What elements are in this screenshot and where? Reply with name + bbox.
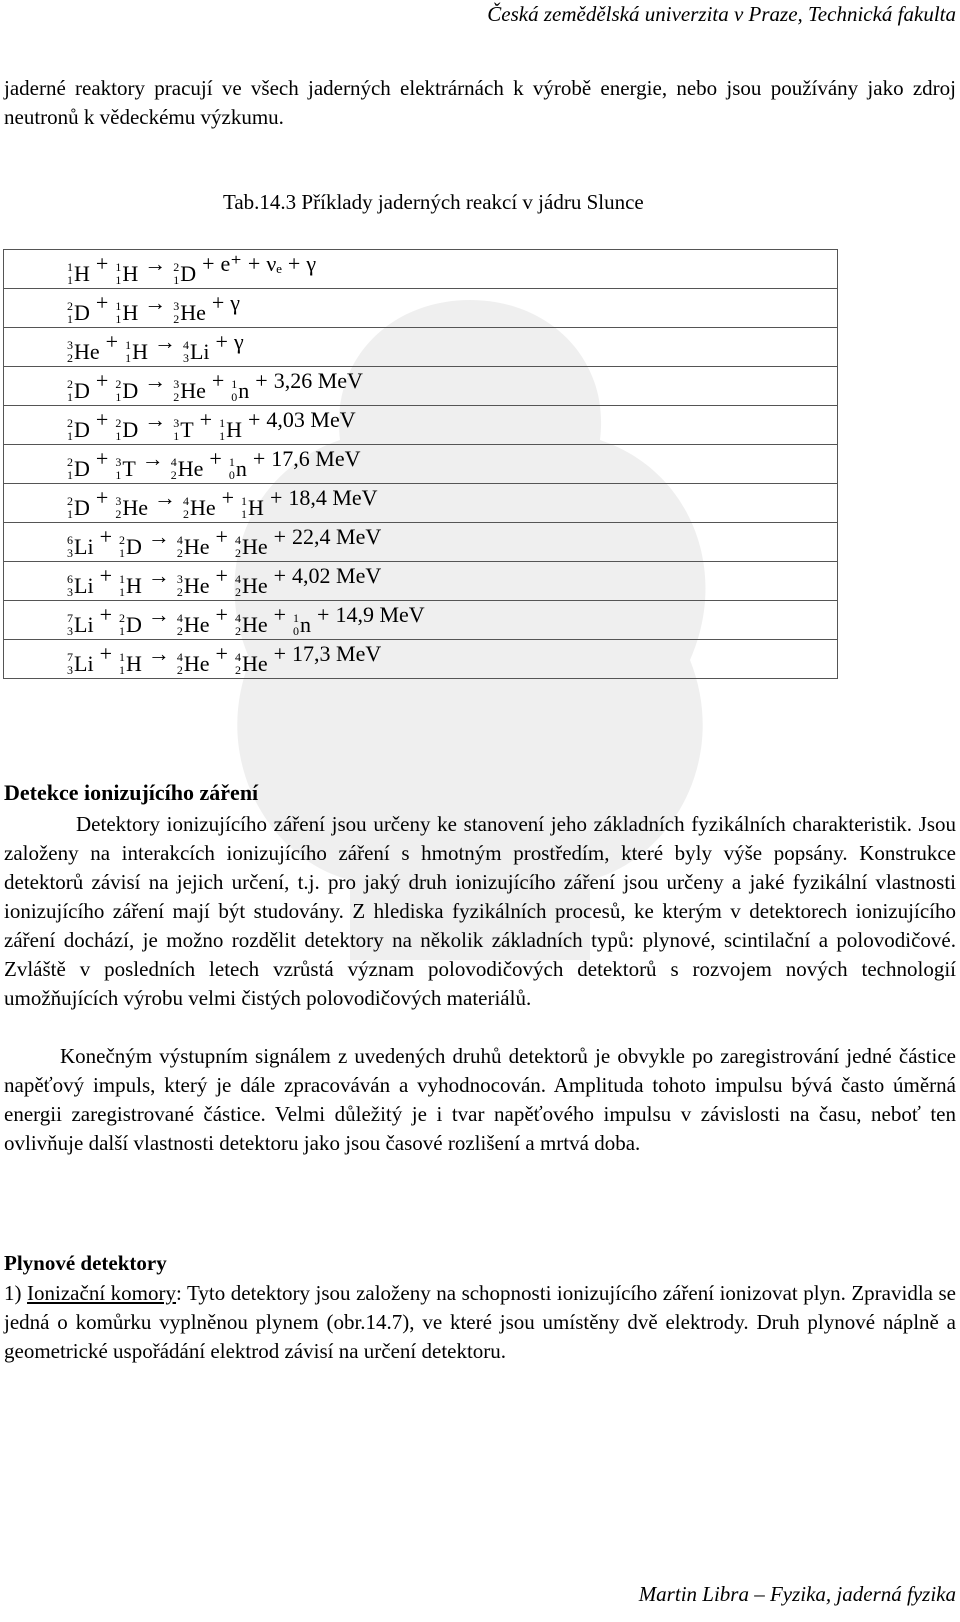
nuclide xyxy=(182,339,210,365)
term: γ xyxy=(230,290,241,315)
element-symbol: He xyxy=(241,534,268,559)
reaction-row xyxy=(4,406,838,445)
element-symbol: He xyxy=(241,651,268,676)
atomic-number: 1 xyxy=(67,507,73,521)
section-title: Detekce ionizujícího záření xyxy=(4,780,259,805)
paragraph-ionization-chambers xyxy=(4,1279,956,1366)
operator: + xyxy=(209,446,222,471)
element-symbol: D xyxy=(122,378,139,403)
mass-number: 2 xyxy=(67,455,73,469)
element-symbol: D xyxy=(180,261,197,286)
term: 4,02 MeV xyxy=(292,563,382,588)
nuclide xyxy=(170,456,204,482)
nuclide xyxy=(66,534,94,560)
nuclide xyxy=(114,456,135,482)
reaction-row xyxy=(4,562,838,601)
atomic-number: 2 xyxy=(67,351,73,365)
mass-number: 1 xyxy=(219,416,226,430)
reaction-row xyxy=(4,523,838,562)
element-symbol: H xyxy=(122,261,139,286)
operator: + xyxy=(273,602,287,627)
term: 14,9 MeV xyxy=(335,602,425,627)
atomic-number: 1 xyxy=(115,390,122,404)
atomic-number: 1 xyxy=(115,273,122,287)
operator: + xyxy=(317,602,330,627)
mass-number: 3 xyxy=(115,455,122,469)
atomic-number: 1 xyxy=(67,390,73,404)
operator: + xyxy=(95,446,109,471)
atomic-number: 1 xyxy=(118,663,125,677)
term: 17,3 MeV xyxy=(292,641,382,666)
atomic-number: 2 xyxy=(234,585,241,599)
reaction-row xyxy=(4,601,838,640)
mass-number: 1 xyxy=(118,572,125,586)
nuclide xyxy=(66,300,90,326)
mass-number: 3 xyxy=(67,338,73,352)
operator: + xyxy=(215,641,228,666)
nuclide xyxy=(234,651,268,677)
nuclide xyxy=(114,261,138,287)
operator: → xyxy=(144,290,167,315)
element-symbol: He xyxy=(180,300,206,325)
mass-number: 7 xyxy=(67,611,73,625)
mass-number: 1 xyxy=(115,299,122,313)
mass-number: 2 xyxy=(67,494,73,508)
atomic-number: 0 xyxy=(231,390,238,404)
term: 17,6 MeV xyxy=(271,446,361,471)
mass-number: 4 xyxy=(234,650,241,664)
nuclide xyxy=(240,495,264,521)
atomic-number: 3 xyxy=(67,663,73,677)
term-ionization-chambers: Ionizační komory xyxy=(27,1281,177,1305)
page-footer: Martin Libra – Fyzika, jaderná fyzika xyxy=(638,1582,956,1606)
operator: → xyxy=(153,485,176,510)
mass-number: 4 xyxy=(234,533,241,547)
nuclide xyxy=(66,261,90,287)
atomic-number: 2 xyxy=(234,546,241,560)
operator: + xyxy=(211,290,225,315)
element-symbol: He xyxy=(183,534,210,559)
nuclide xyxy=(228,456,247,482)
atomic-number: 1 xyxy=(118,585,125,599)
atomic-number: 2 xyxy=(182,507,189,521)
mass-number: 2 xyxy=(115,377,122,391)
operator: + xyxy=(273,641,287,666)
atomic-number: 3 xyxy=(67,585,73,599)
operator: + xyxy=(215,602,228,627)
element-symbol: D xyxy=(74,300,90,325)
reaction-equation xyxy=(4,640,838,679)
subsection-title: Plynové detektory xyxy=(4,1251,167,1275)
term: e⁺ xyxy=(220,251,242,276)
element-symbol: He xyxy=(183,612,210,637)
nuclide xyxy=(172,378,206,404)
element-symbol: n xyxy=(300,612,312,637)
element-symbol: He xyxy=(177,456,204,481)
mass-number: 1 xyxy=(125,338,132,352)
element-symbol: n xyxy=(235,456,247,481)
atomic-number: 2 xyxy=(173,312,180,326)
element-symbol: D xyxy=(125,612,142,637)
nuclide xyxy=(118,651,142,677)
mass-number: 7 xyxy=(67,650,73,664)
nuclide xyxy=(66,651,94,677)
reaction-equation xyxy=(4,484,838,523)
nuclide xyxy=(176,534,210,560)
nuclide xyxy=(182,495,216,521)
term: 22,4 MeV xyxy=(292,524,382,549)
mass-number: 4 xyxy=(176,650,183,664)
operator: + xyxy=(287,251,301,276)
nuclide xyxy=(234,612,268,638)
nuclide xyxy=(66,456,90,482)
nuclide xyxy=(66,417,90,443)
operator: + xyxy=(273,563,287,588)
mass-number: 4 xyxy=(234,611,241,625)
element-symbol: He xyxy=(183,651,210,676)
atomic-number: 1 xyxy=(67,273,73,287)
atomic-number: 1 xyxy=(67,429,73,443)
element-symbol: H xyxy=(122,300,139,325)
mass-number: 4 xyxy=(234,572,241,586)
element-symbol: T xyxy=(180,417,194,442)
mass-number: 4 xyxy=(182,494,189,508)
operator: + xyxy=(99,641,112,666)
atomic-number: 1 xyxy=(115,312,122,326)
atomic-number: 1 xyxy=(118,624,125,638)
nuclide xyxy=(292,612,311,638)
paragraph-detectors: Detektory ionizujícího záření jsou určeny ke stanovení jeho základních fyzikálních charakteristik. Jsou založeny na interakcích ionizujícího záření s hmotným prostředím, které byly výše popsány. Konstrukce detektorů závisí na jejich určení, t.j. pro jaký druh ionizujícího záření jsou určeny a jaké fyzikální vlastnosti ionizujícího záření mají být studovány. Z hlediska fyzikálních procesů, ke kterým v detektorech ionizujícího záření dochází, je možno rozdělit detektory na několik základních typů: plynové, scintilační a polovodičové. Zvláště v posledních letech vzrůstá význam polovodičových detektorů s rozvojem nových technologií umožňujících výrobu velmi čistých polovodičových materiálů. xyxy=(4,812,956,1010)
atomic-number: 1 xyxy=(173,273,180,287)
element-symbol: H xyxy=(226,417,242,442)
atomic-number: 1 xyxy=(219,429,226,443)
element-symbol: He xyxy=(180,378,206,403)
reaction-equation xyxy=(4,250,838,289)
operator: → xyxy=(147,563,170,588)
element-symbol: He xyxy=(122,495,148,520)
element-symbol: H xyxy=(132,339,148,364)
element-symbol: Li xyxy=(74,573,94,598)
nuclide xyxy=(234,534,268,560)
operator: + xyxy=(95,251,109,276)
atomic-number: 1 xyxy=(67,468,73,482)
mass-number: 3 xyxy=(173,377,180,391)
reaction-equation xyxy=(4,445,838,484)
mass-number: 6 xyxy=(67,533,73,547)
atomic-number: 2 xyxy=(176,585,183,599)
mass-number: 1 xyxy=(118,650,125,664)
operator: + xyxy=(247,251,261,276)
element-symbol: He xyxy=(74,339,100,364)
operator: + xyxy=(215,524,228,549)
mass-number: 1 xyxy=(115,260,122,274)
atomic-number: 3 xyxy=(182,351,189,365)
element-symbol: H xyxy=(74,261,90,286)
mass-number: 4 xyxy=(182,338,189,352)
element-symbol: He xyxy=(241,573,268,598)
operator: + xyxy=(215,329,228,354)
atomic-number: 1 xyxy=(115,429,122,443)
operator: → xyxy=(147,602,170,627)
element-symbol: He xyxy=(183,573,210,598)
element-symbol: D xyxy=(74,378,90,403)
term: νₑ xyxy=(266,251,282,276)
nuclide xyxy=(172,300,206,326)
element-symbol: D xyxy=(125,534,142,559)
mass-number: 2 xyxy=(115,416,122,430)
mass-number: 2 xyxy=(118,533,125,547)
element-symbol: H xyxy=(248,495,264,520)
nuclide xyxy=(118,612,142,638)
atomic-number: 1 xyxy=(115,468,122,482)
operator: + xyxy=(269,485,283,510)
nuclide xyxy=(218,417,242,443)
mass-number: 3 xyxy=(115,494,122,508)
atomic-number: 2 xyxy=(176,546,183,560)
mass-number: 1 xyxy=(231,377,238,391)
operator: + xyxy=(99,602,112,627)
page-header: Česká zemědělská univerzita v Praze, Technická fakulta xyxy=(487,2,956,26)
nuclide xyxy=(118,534,142,560)
term: 18,4 MeV xyxy=(288,485,378,510)
operator: → xyxy=(144,368,167,393)
nuclide xyxy=(176,573,210,599)
reaction-equation xyxy=(4,562,838,601)
nuclide xyxy=(230,378,249,404)
nuclide xyxy=(176,612,210,638)
atomic-number: 3 xyxy=(67,624,73,638)
term: γ xyxy=(233,329,244,354)
mass-number: 2 xyxy=(67,299,73,313)
operator: + xyxy=(221,485,235,510)
reaction-row xyxy=(4,289,838,328)
atomic-number: 1 xyxy=(118,546,125,560)
operator: + xyxy=(95,485,109,510)
mass-number: 6 xyxy=(67,572,73,586)
mass-number: 4 xyxy=(176,533,183,547)
operator: + xyxy=(95,407,109,432)
reaction-equation xyxy=(4,367,838,406)
paragraph-text: : Tyto detektory jsou založeny na schopnosti ionizujícího záření ionizovat plyn. Zpravidla se jedná o komůrku vyplněnou plynem (obr.14.7), ve které jsou umístěny dvě elektrody. Druh plynové náplně a geometrické uspořádání elektrod závisí na určení detektoru. xyxy=(4,1281,957,1363)
operator: + xyxy=(273,524,287,549)
operator: → xyxy=(144,251,167,276)
mass-number: 3 xyxy=(176,572,183,586)
mass-number: 2 xyxy=(67,416,73,430)
operator: + xyxy=(95,290,109,315)
reaction-equation xyxy=(4,328,838,367)
mass-number: 4 xyxy=(176,611,183,625)
term: 3,26 MeV xyxy=(273,368,363,393)
mass-number: 2 xyxy=(173,260,180,274)
operator: → xyxy=(147,524,170,549)
reaction-row xyxy=(4,445,838,484)
operator: → xyxy=(153,329,176,354)
atomic-number: 2 xyxy=(176,663,183,677)
reactions-table xyxy=(3,249,838,679)
element-symbol: Li xyxy=(74,612,94,637)
operator: + xyxy=(105,329,119,354)
nuclide xyxy=(234,573,268,599)
atomic-number: 1 xyxy=(67,312,73,326)
atomic-number: 1 xyxy=(241,507,248,521)
operator: + xyxy=(202,251,215,276)
nuclide xyxy=(114,495,148,521)
operator: + xyxy=(247,407,261,432)
element-symbol: He xyxy=(241,612,268,637)
reaction-row xyxy=(4,367,838,406)
element-symbol: n xyxy=(238,378,250,403)
element-symbol: Li xyxy=(74,651,94,676)
atomic-number: 2 xyxy=(170,468,177,482)
nuclide xyxy=(66,573,94,599)
element-symbol: H xyxy=(125,573,142,598)
nuclide xyxy=(124,339,148,365)
list-number: 1) xyxy=(4,1281,28,1305)
mass-number: 3 xyxy=(173,416,180,430)
mass-number: 1 xyxy=(241,494,248,508)
operator: + xyxy=(99,563,112,588)
atomic-number: 0 xyxy=(293,624,300,638)
operator: + xyxy=(215,563,228,588)
element-symbol: Li xyxy=(74,534,94,559)
nuclide xyxy=(114,417,138,443)
nuclide xyxy=(66,339,100,365)
atomic-number: 0 xyxy=(228,468,235,482)
intro-paragraph: jaderné reaktory pracují ve všech jaderných elektrárnách k výrobě energie, nebo jsou používány jako zdroj neutronů k vědeckému výzkumu. xyxy=(4,76,956,129)
operator: → xyxy=(144,407,167,432)
atomic-number: 2 xyxy=(234,663,241,677)
operator: + xyxy=(95,368,109,393)
operator: → xyxy=(147,641,170,666)
reaction-equation xyxy=(4,601,838,640)
mass-number: 3 xyxy=(173,299,180,313)
reaction-equation xyxy=(4,406,838,445)
element-symbol: D xyxy=(74,417,90,442)
element-symbol: H xyxy=(125,651,142,676)
atomic-number: 2 xyxy=(115,507,122,521)
table-caption: Tab.14.3 Příklady jaderných reakcí v jádru Slunce xyxy=(223,190,644,214)
mass-number: 1 xyxy=(67,260,73,274)
reaction-row xyxy=(4,484,838,523)
nuclide xyxy=(114,378,138,404)
mass-number: 1 xyxy=(293,611,300,625)
paragraph-signal: Konečným výstupním signálem z uvedených druhů detektorů je obvykle po zaregistrování jedné částice napěťový impuls, který je dále zpracováván a vyhodnocován. Amplituda tohoto impulsu bývá často úměrná energii zaregistrované částice. Velmi důležitý je i tvar napěťového impulsu v závislosti na času, neboť ten ovlivňuje další vlastnosti detektoru jako jsou časové rozlišení a mrtvá doba. xyxy=(4,1044,956,1155)
atomic-number: 1 xyxy=(173,429,180,443)
mass-number: 2 xyxy=(67,377,73,391)
nuclide xyxy=(118,573,142,599)
mass-number: 2 xyxy=(118,611,125,625)
operator: + xyxy=(255,368,268,393)
reaction-row xyxy=(4,328,838,367)
reaction-row xyxy=(4,640,838,679)
reaction-equation xyxy=(4,523,838,562)
nuclide xyxy=(114,300,138,326)
nuclide xyxy=(172,261,196,287)
nuclide xyxy=(66,495,90,521)
term: 4,03 MeV xyxy=(266,407,356,432)
operator: + xyxy=(211,368,225,393)
nuclide xyxy=(172,417,193,443)
element-symbol: T xyxy=(122,456,136,481)
element-symbol: D xyxy=(122,417,139,442)
mass-number: 1 xyxy=(228,455,235,469)
operator: + xyxy=(99,524,112,549)
operator: + xyxy=(199,407,213,432)
atomic-number: 2 xyxy=(173,390,180,404)
atomic-number: 1 xyxy=(125,351,132,365)
reaction-equation xyxy=(4,289,838,328)
element-symbol: He xyxy=(189,495,216,520)
nuclide xyxy=(66,612,94,638)
atomic-number: 2 xyxy=(176,624,183,638)
element-symbol: D xyxy=(74,456,90,481)
element-symbol: Li xyxy=(189,339,210,364)
nuclide xyxy=(176,651,210,677)
atomic-number: 3 xyxy=(67,546,73,560)
term: γ xyxy=(306,251,317,276)
reaction-row xyxy=(4,250,838,289)
element-symbol: D xyxy=(74,495,90,520)
mass-number: 4 xyxy=(170,455,177,469)
operator: + xyxy=(252,446,266,471)
nuclide xyxy=(66,378,90,404)
atomic-number: 2 xyxy=(234,624,241,638)
operator: → xyxy=(141,446,164,471)
